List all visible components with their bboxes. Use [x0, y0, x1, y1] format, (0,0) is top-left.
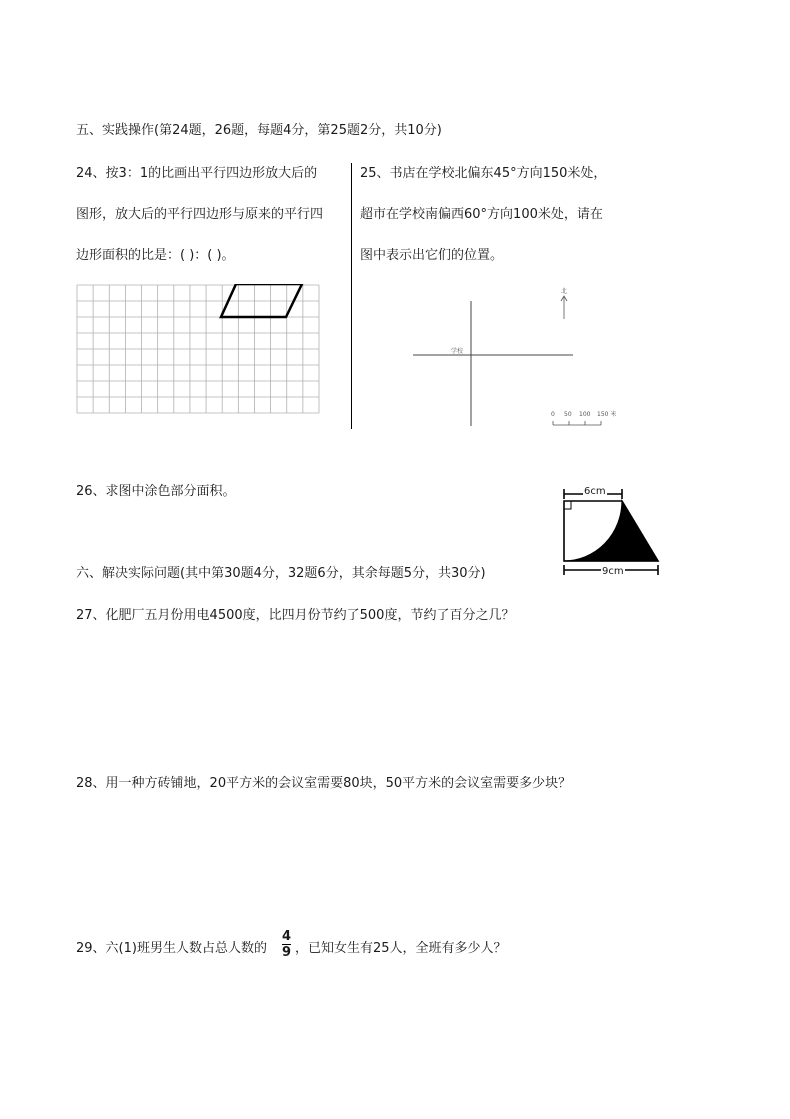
q24-line-1: 24、按3：1的比画出平行四边形放大后的 — [76, 166, 318, 181]
q29-prefix: 29、六(1)班男生人数占总人数的 — [76, 941, 267, 956]
q26-text: 26、求图中涂色部分面积。 — [76, 484, 236, 499]
q27-text: 27、化肥厂五月份用电4500度，比四月份节约了500度，节约了百分之几？ — [76, 608, 515, 623]
section-6-title: 六、解决实际问题(其中第30题4分，32题6分，其余每题5分，共30分) — [76, 566, 486, 581]
q29-fraction — [282, 930, 291, 959]
q24-line-3: 边形面积的比是：( )：( )。 — [76, 248, 235, 263]
section-5-title: 五、实践操作(第24题，26题，每题4分，第25题2分，共10分) — [76, 123, 442, 138]
scale-label-100: 100 — [579, 411, 591, 418]
q25-line-3: 图中表示出它们的位置。 — [360, 248, 504, 263]
q26-bottom-dimension: 9cm — [602, 566, 624, 577]
scale-label-50: 50 — [564, 411, 572, 418]
school-label: 学校 — [451, 348, 464, 355]
q26-figure — [558, 486, 664, 578]
q29-fraction-denominator: 9 — [282, 945, 292, 960]
parallelogram — [221, 284, 302, 317]
q25-line-2: 超市在学校南偏西60°方向100米处，请在 — [360, 207, 603, 222]
column-divider — [351, 163, 352, 429]
scale-label-150: 150 米 — [597, 411, 617, 418]
q25-map — [410, 280, 630, 430]
q26-top-dimension: 6cm — [584, 486, 606, 497]
scale-label-0: 0 — [551, 411, 555, 418]
q24-grid — [76, 284, 320, 414]
q24-line-2: 图形，放大后的平行四边形与原来的平行四 — [76, 207, 324, 222]
q29-fraction-numerator: 4 — [282, 929, 292, 944]
q25-line-1: 25、书店在学校北偏东45°方向150米处， — [360, 166, 607, 181]
north-label: 北 — [561, 288, 568, 295]
q29-suffix: ，已知女生有25人，全班有多少人？ — [295, 941, 507, 956]
q28-text: 28、用一种方砖铺地，20平方米的会议室需要80块，50平方米的会议室需要多少块？ — [76, 776, 572, 791]
